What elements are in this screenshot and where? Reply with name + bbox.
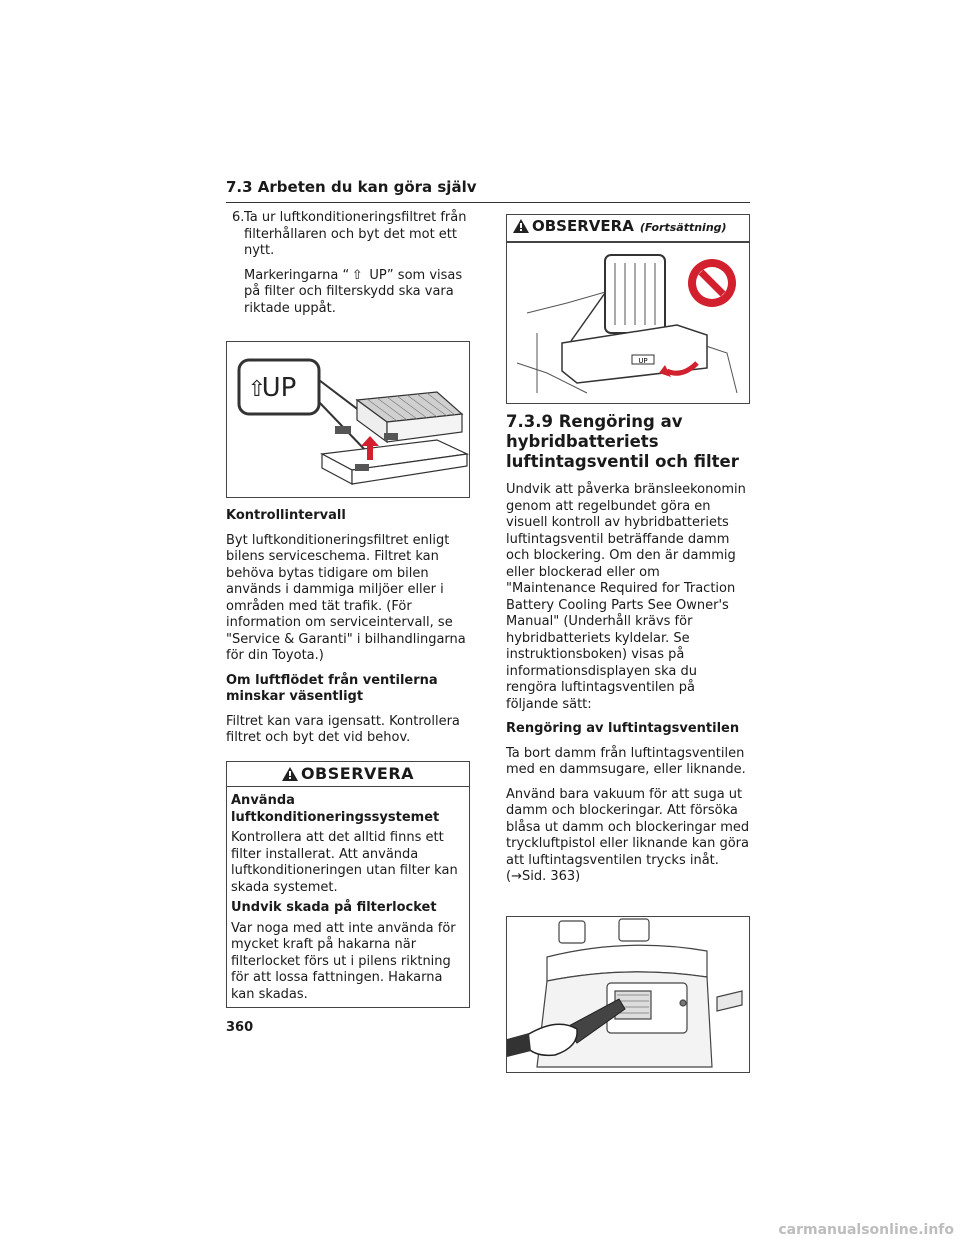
notice-box [226,761,470,1009]
clean-heading: Rengöring av luftintagsventilen [506,721,740,736]
interval-heading: Kontrollintervall [226,508,346,523]
notice-title [227,762,469,788]
clean-text-2: Använd bara vakuum för att suga ut damm och blockeringar. Att försöka blåsa ut damm och blockeringar med tryckluftpistol eller liknande kan göra att luftintagsventilen trycks inåt. (→Sid. 363) [506,786,750,884]
up-arrow-icon: ⇧ [247,377,267,402]
airflow-heading: Om luftflödet från ventilerna minskar väsentligt [226,672,438,704]
step-text: Ta ur luftkonditioneringsfiltret från filterhållaren och byt det mot ett nytt. [244,210,467,258]
vacuum-illustration [507,917,749,1072]
notice-h1: Använda luftkonditioneringssystemet [231,793,440,825]
notice-h2: Undvik skada på filterlocket [231,900,437,915]
warning-icon [513,219,529,233]
step-marking [244,268,470,318]
interval-text: Byt luftkonditioneringsfiltret enligt bilens serviceschema. Filtret kan behöva bytas tidigare om bilen används i dammiga miljöer eller i områden med tät trafik. (För information om serviceintervall, se "Service & Garanti" i bilhandlingarna för din Toyota.) [226,532,466,663]
section-title: 7.3.9 Rengöring av hybridbatteriets luftintagsventil och filter [506,412,739,471]
step-number: 6. [232,210,245,225]
cover-up-label: UP [638,357,648,365]
warning-icon [282,767,298,781]
section-intro: Undvik att påverka bränsleekonomin genom att regelbundet göra en visuell kontroll av hybridbatteriets luftintagsventil beträffande damm och blockering. Om den är dammig eller blockerad eller om "Maintenance Required for Traction Battery Cooling Parts See Owner's Manual" (Underhåll krävs för hybridbatteriets kyldelar. Se instruktionsboken) visas på informationsdisplayen ska du rengöra luftintagsventilen på följande sätt: [506,482,746,712]
filter-illustration [227,342,469,497]
notice-continued-text: OBSERVERA [532,217,634,235]
page-number: 360 [226,1020,254,1035]
notice-continued-subtitle: (Fortsättning) [639,221,727,234]
step-6 [226,210,470,317]
vacuum-figure [506,916,750,1073]
notice-t1: Kontrollera att det alltid finns ett filter installerat. Att använda luftkonditioneringen utan filter kan skada systemet. [231,830,458,895]
clean-text-1: Ta bort damm från luftintagsventilen med en dammsugare, eller liknande. [506,745,746,777]
notice-continued-title [506,214,750,243]
notice-t2: Var noga med att inte använda för mycket kraft på hakarna när filterlocket förs ut i pilens riktning för att lossa fattningen. Hakarna kan skadas. [231,920,456,1002]
up-arrow-icon: ⇧ [351,267,363,283]
up-callout-label: UP [261,373,297,403]
airflow-text: Filtret kan vara igensatt. Kontrollera filtret och byt det vid behov. [226,713,460,745]
notice-body [227,787,469,1007]
section-header: 7.3 Arbeten du kan göra själv [226,178,750,203]
right-column [506,214,750,1073]
footer-watermark[interactable]: carmanualsonline.info [778,1222,954,1238]
prohibited-illustration [507,243,749,403]
marking-pre: Markeringarna “ [244,267,350,283]
prohibited-figure [506,243,750,404]
notice-title-text: OBSERVERA [300,763,415,783]
marking-post: UP” som visas på filter och filterskydd ska vara riktade uppåt. [244,267,463,316]
left-column [226,210,470,1008]
filter-figure [226,341,470,498]
page-reference-link[interactable]: (→Sid. 363) [506,869,581,884]
